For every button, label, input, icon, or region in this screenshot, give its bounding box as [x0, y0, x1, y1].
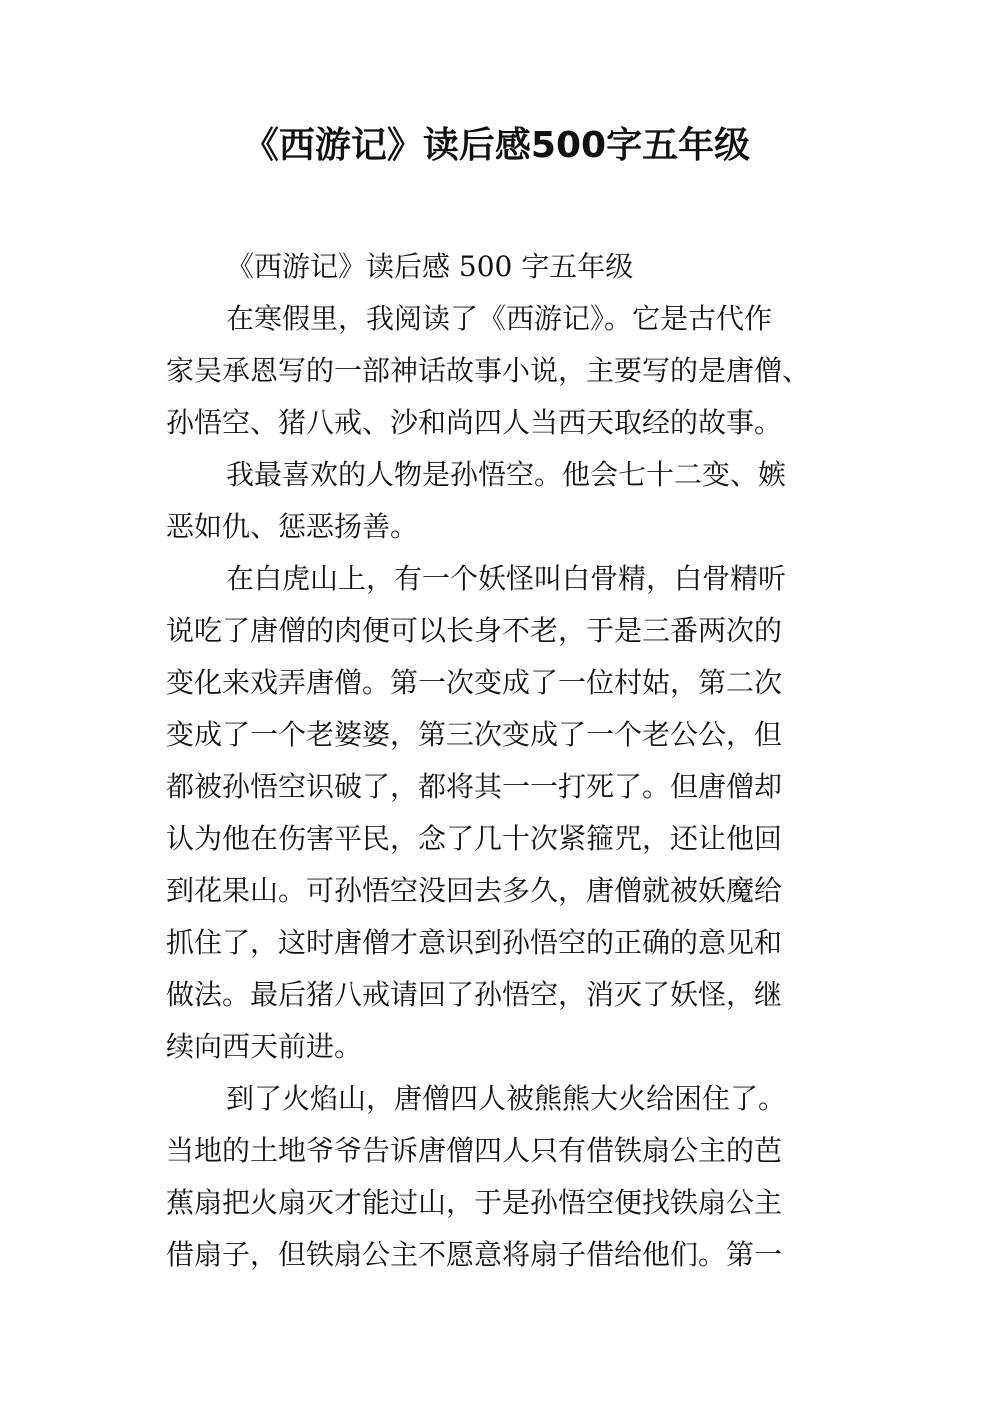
paragraph-line: 变化来戏弄唐僧。第一次变成了一位村姑，第二次 [166, 666, 783, 699]
paragraph-line: 家吴承恩写的一部神话故事小说，主要写的是唐僧、 [166, 354, 811, 387]
paragraph-line: 变成了一个老婆婆，第三次变成了一个老公公，但 [166, 718, 783, 751]
paragraph-line: 续向西天前进。 [166, 1030, 363, 1063]
paragraph-line: 借扇子，但铁扇公主不愿意将扇子借给他们。第一 [166, 1238, 783, 1271]
paragraph-line: 到了火焰山，唐僧四人被熊熊大火给困住了。 [226, 1082, 787, 1115]
document-title: 《西游记》读后感500字五年级 [242, 125, 751, 166]
paragraph-line: 说吃了唐僧的肉便可以长身不老，于是三番两次的 [166, 614, 783, 647]
paragraph-line: 都被孙悟空识破了，都将其一一打死了。但唐僧却 [166, 770, 783, 803]
subtitle-line: 《西游记》读后感 500 字五年级 [226, 250, 634, 283]
paragraph-line: 孙悟空、猪八戒、沙和尚四人当西天取经的故事。 [166, 406, 783, 439]
paragraph-line: 蕉扇把火扇灭才能过山，于是孙悟空便找铁扇公主 [166, 1186, 783, 1219]
paragraph-line: 当地的土地爷爷告诉唐僧四人只有借铁扇公主的芭 [166, 1134, 783, 1167]
paragraph-line: 做法。最后猪八戒请回了孙悟空，消灭了妖怪，继 [166, 978, 783, 1011]
paragraph-line: 认为他在伤害平民，念了几十次紧箍咒，还让他回 [166, 822, 783, 855]
paragraph-line: 我最喜欢的人物是孙悟空。他会七十二变、嫉 [226, 458, 787, 491]
paragraph-line: 在寒假里，我阅读了《西游记》。它是古代作 [226, 302, 773, 335]
paragraph-line: 在白虎山上，有一个妖怪叫白骨精，白骨精听 [226, 562, 787, 595]
paragraph-line: 抓住了，这时唐僧才意识到孙悟空的正确的意见和 [166, 926, 783, 959]
paragraph-line: 到花果山。可孙悟空没回去多久，唐僧就被妖魔给 [166, 874, 783, 907]
document-body [166, 241, 832, 1281]
paragraph-line: 恶如仇、惩恶扬善。 [166, 510, 419, 543]
